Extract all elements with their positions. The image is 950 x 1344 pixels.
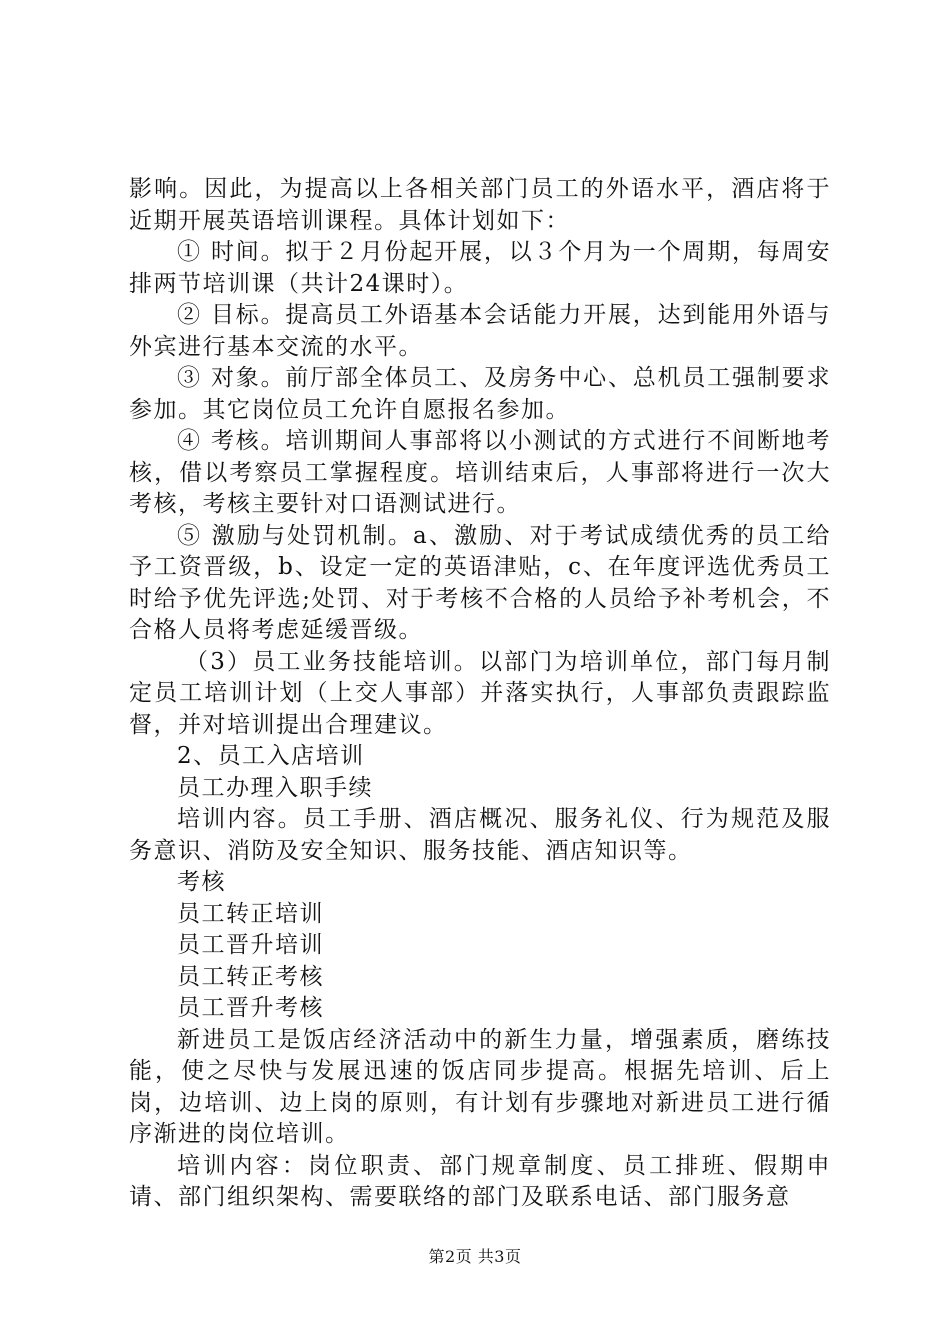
paragraph-time: ① 时间。拟于２月份起开展，以３个月为一个周期，每周安排两节培训课（共计24课时）。 bbox=[129, 239, 831, 297]
paragraph-continuation: 影响。因此，为提高以上各相关部门员工的外语水平，酒店将于近期开展英语培训课程。具体计划如下： bbox=[129, 176, 831, 234]
list-item: 员工晋升考核 bbox=[177, 995, 324, 1021]
list-item: 员工转正培训 bbox=[177, 900, 324, 927]
paragraph-assessment: ④ 考核。培训期间人事部将以小测试的方式进行不间断地考核，借以考察员工掌握程度。培训结束后，人事部将进行一次大考核，考核主要针对口语测试进行。 bbox=[129, 428, 831, 517]
paragraph-training-content: 培训内容。员工手册、酒店概况、服务礼仪、行为规范及服务意识、消防及安全知识、服务技能、酒店知识等。 bbox=[129, 806, 831, 864]
paragraph-skills-training: （3）员工业务技能培训。以部门为培训单位，部门每月制定员工培训计划（上交人事部）并落实执行，人事部负责跟踪监督，并对培训提出合理建议。 bbox=[129, 648, 831, 738]
list-item: 员工办理入职手续 bbox=[177, 774, 373, 801]
paragraph-goal: ② 目标。提高员工外语基本会话能力开展，达到能用外语与外宾进行基本交流的水平。 bbox=[129, 302, 831, 360]
paragraph-target: ③ 对象。前厅部全体员工、及房务中心、总机员工强制要求参加。其它岗位员工允许自愿报名参加。 bbox=[129, 365, 831, 423]
paragraph-new-staff: 新进员工是饭店经济活动中的新生力量，增强素质，磨练技能，使之尽快与发展迅速的饭店同步提高。根据先培训、后上岗，边培训、边上岗的原则，有计划有步骤地对新进员工进行循序渐进的岗位培训。 bbox=[129, 1026, 831, 1147]
list-item: 员工晋升培训 bbox=[177, 932, 324, 958]
page-number-footer: 第2页 共3页 bbox=[428, 1247, 522, 1266]
paragraph-post-training: 培训内容：岗位职责、部门规章制度、员工排班、假期申请、部门组织架构、需要联络的部门及联系电话、部门服务意 bbox=[129, 1152, 831, 1210]
document-body bbox=[129, 174, 831, 1214]
paragraph-incentive: ⑤ 激励与处罚机制。a、激励、对于考试成绩优秀的员工给予工资晋级，b、设定一定的英语津贴，c、在年度评选优秀员工时给予优先评选;处罚、对于考核不合格的人员给予补考机会，不合格人员将考虑延缓晋级。 bbox=[129, 522, 831, 643]
list-item: 考核 bbox=[177, 869, 226, 895]
list-item: 员工转正考核 bbox=[177, 963, 324, 990]
section-heading-onboarding: 2、员工入店培训 bbox=[177, 743, 365, 769]
